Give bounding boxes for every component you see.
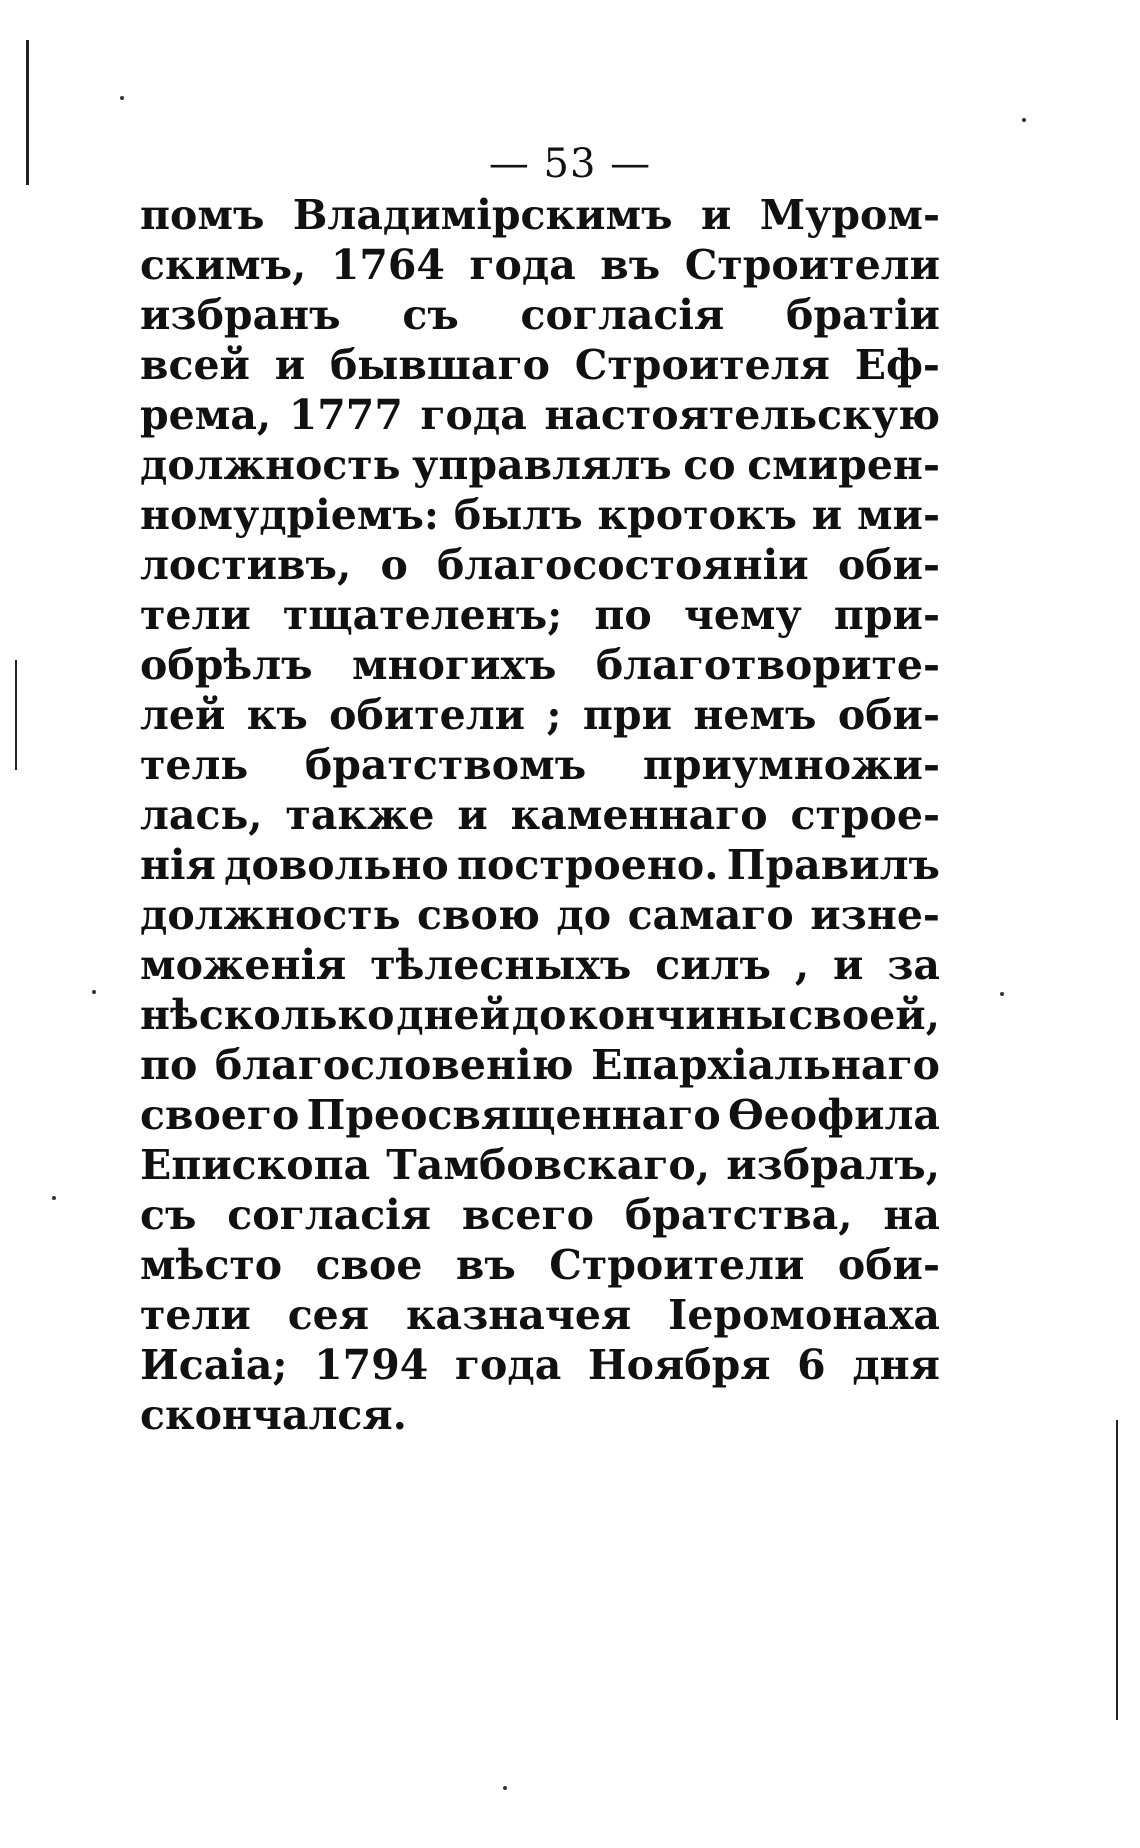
word: при- [833,591,940,639]
scan-edge-mark [15,660,17,770]
text-line [140,690,940,740]
word: смирен- [747,441,940,489]
word: благосостояніи [437,541,809,589]
text-line [140,240,940,290]
word: года [420,391,527,439]
word: Исаіа; [140,1341,288,1389]
word: Епископа [140,1141,371,1189]
word: скимъ, [140,241,307,289]
ink-speck [92,990,96,994]
word: Строители [684,241,940,289]
text-line [140,790,940,840]
word: сея [287,1291,370,1339]
word: Владимірскимъ [292,191,673,239]
word: должность [140,441,401,489]
word: 1764 [330,241,445,289]
word: изне- [810,891,940,939]
word: Ноября [587,1341,771,1389]
word: моженія [140,941,347,989]
word: ; [546,691,562,739]
word: за [887,941,940,989]
word: управлялъ [412,441,672,489]
word: всего [461,1191,594,1239]
word: и [457,791,488,839]
word: мѣсто [140,1241,283,1289]
word: 1777 [288,391,403,439]
word: Правилъ [726,841,940,889]
text-line [140,1090,940,1140]
text-line [140,840,940,890]
text-line [140,190,940,240]
word: Муром- [759,191,940,239]
ink-speck [52,1196,56,1200]
word: тели [140,1291,251,1339]
word: въ [455,1241,516,1289]
word: съ [402,291,459,339]
text-line [140,590,940,640]
text-line [140,1240,940,1290]
word: обрѣлъ [140,641,313,689]
word: и [274,341,306,389]
word: каменнаго [510,791,768,839]
word: и [811,491,843,539]
word: своей, [788,991,940,1039]
word: тели [140,591,251,639]
word: въ [600,241,661,289]
word: года [469,241,576,289]
word: 6 [797,1341,826,1389]
word: братіи [786,291,940,339]
text-line [140,1190,940,1240]
word: Тамбовскаго, [386,1141,711,1189]
word: оби- [837,541,940,589]
word: силъ [655,941,771,989]
body-text [140,190,940,1440]
word: скончался. [140,1391,407,1439]
word: о [380,541,408,589]
word: ми- [856,491,940,539]
word: свое [315,1241,423,1289]
word: Строители [549,1241,805,1289]
text-line [140,940,940,990]
word: оби- [837,691,940,739]
word: свою [417,891,540,939]
word: согласія [227,1191,432,1239]
word: всей [140,341,250,389]
word: многихъ [352,641,557,689]
word: избранъ [140,291,341,339]
word: , [794,941,810,989]
word: по [594,591,652,639]
text-line [140,490,940,540]
word: своего [140,1091,300,1139]
word: обители [329,691,526,739]
word: нія [140,841,216,889]
word: Еф- [854,341,940,389]
ink-speck [1022,118,1026,122]
word: при [582,691,672,739]
word: лась, [140,791,263,839]
word: дня [852,1341,940,1389]
text-line [140,440,940,490]
word: тѣлесныхъ [370,941,632,989]
word: Ѳеофила [727,1091,940,1139]
text-line [140,390,940,440]
word: согласія [520,291,725,339]
word: строе- [790,791,940,839]
word: немъ [693,691,817,739]
word: Строителя [574,341,830,389]
text-line [140,1390,940,1440]
word: Преосвященнаго [306,1091,721,1139]
word: къ [246,691,308,739]
word: построено. [457,841,719,889]
text-line [140,1340,940,1390]
word: со [683,441,736,489]
word: Епархіальнаго [591,1041,940,1089]
word: должность [140,891,401,939]
word: 1794 [314,1341,429,1389]
word: дней [396,991,511,1039]
word: настоятельскую [544,391,940,439]
word: лостивъ, [140,541,352,589]
word: самаго [627,891,794,939]
text-line [140,990,940,1040]
text-line [140,640,940,690]
ink-speck [503,1786,507,1790]
word: года [454,1341,562,1389]
word: нѣсколько [140,991,395,1039]
word: тель [140,741,249,789]
word: кротокъ [597,491,797,539]
text-line [140,290,940,340]
word: былъ [453,491,583,539]
word: благотворите- [595,641,940,689]
word: довольно [224,841,449,889]
word: до [556,891,612,939]
word: кончины [568,991,787,1039]
word: также [285,791,435,839]
word: по [140,1041,198,1089]
word: избралъ, [726,1141,940,1189]
text-line [140,740,940,790]
word: Іеромонаха [668,1291,940,1339]
word: бывшаго [329,341,550,389]
word: помъ [140,191,265,239]
word: казначея [405,1291,632,1339]
word: съ [140,1191,197,1239]
word: оби- [837,1241,940,1289]
word: рема, [140,391,272,439]
page-number: — 53 — [488,141,652,187]
scan-edge-mark [1116,1420,1118,1720]
word: до [511,991,567,1039]
word: братства, [624,1191,853,1239]
word: номудріемъ: [140,491,440,539]
text-line [140,1140,940,1190]
word: приумножи- [642,741,940,789]
word: братствомъ [304,741,587,789]
word: лей [140,691,226,739]
ink-speck [120,96,124,100]
word: и [832,941,864,989]
text-line [140,1290,940,1340]
word: чему [683,591,802,639]
word: на [883,1191,940,1239]
text-line [140,540,940,590]
text-line [140,1040,940,1090]
word: и [700,191,732,239]
text-line [140,890,940,940]
text-line [140,340,940,390]
ink-speck [1000,992,1004,996]
word: тщателенъ; [282,591,563,639]
word: благословенію [214,1041,574,1089]
